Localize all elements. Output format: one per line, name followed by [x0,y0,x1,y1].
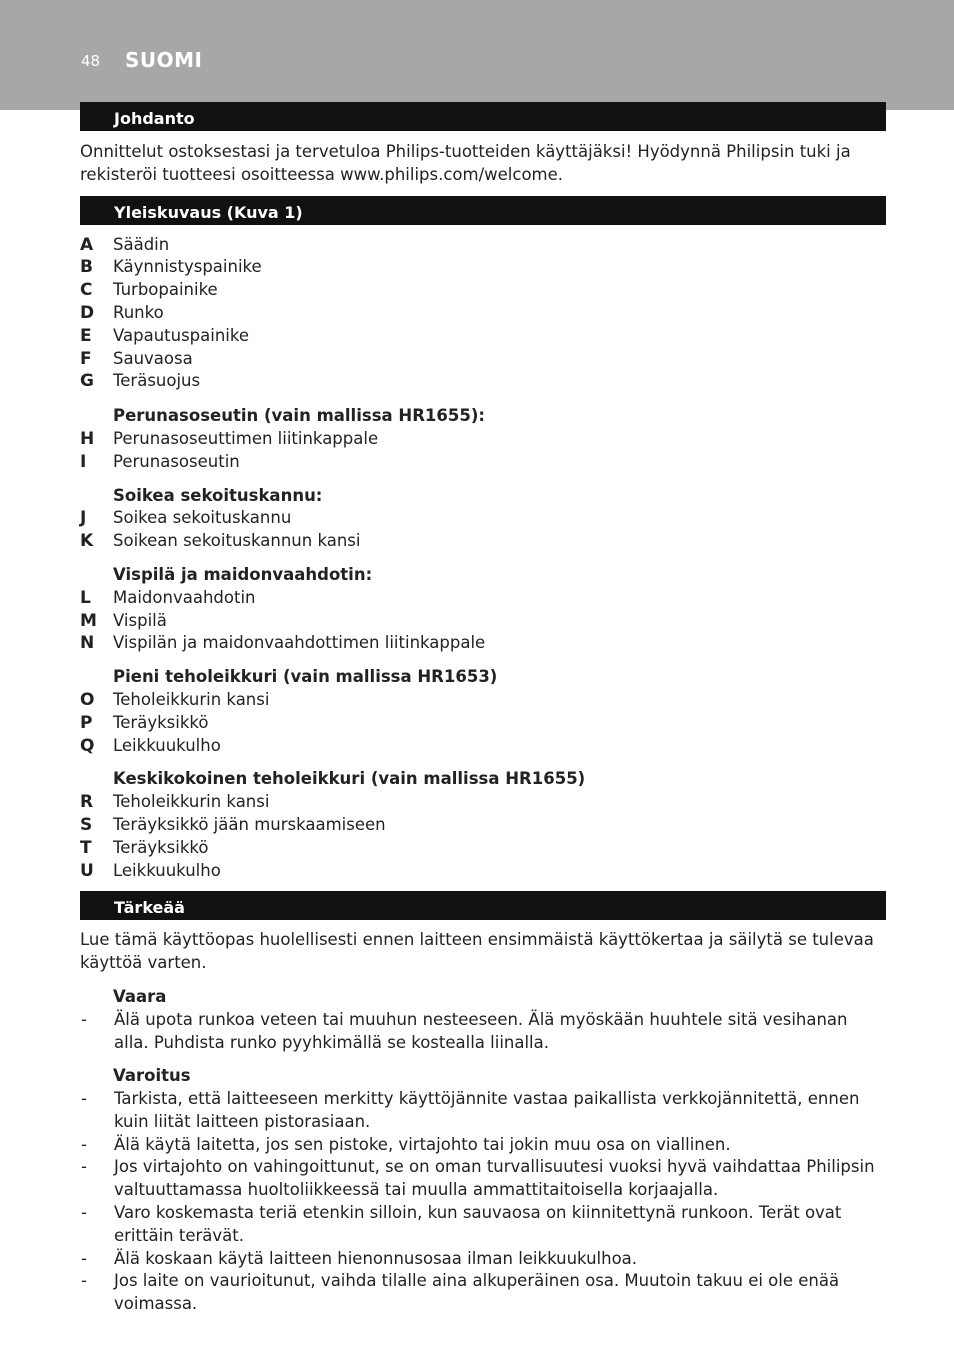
intro-text: Onnittelut ostoksestasi ja tervetuloa Philips-tuotteiden käyttäjäksi! Hyödynnä Philipsin tuki ja rekisteröi tuotteesi osoitteessa www.philips.com/welcome. [80,142,851,184]
item-letter: T [80,837,92,858]
item-text: Älä käytä laitetta, jos sen pistoke, virtajohto tai jokin muu osa on viallinen. [114,1134,731,1154]
group-title: Vispilä ja maidonvaahdotin: [113,564,373,584]
section-heading-intro: Johdanto [80,102,886,131]
list-item [80,587,886,610]
item-letter: H [80,428,95,449]
list-item [80,689,886,712]
bullet-dash: - [81,1248,87,1268]
item-letter: L [80,587,91,608]
bullet-dash: - [81,1203,87,1223]
item-text: Varo koskemasta teriä etenkin silloin, kun sauvaosa on kiinnitettynä runkoon. Terät ovat erittäin terävät. [114,1203,842,1245]
item-letter: E [80,325,92,346]
list-item [80,279,886,302]
list-item [80,632,886,655]
warning-item [80,1088,886,1134]
list-item [80,325,886,348]
group-title: Pieni teholeikkuri (vain mallissa HR1653) [113,667,498,687]
item-text: Älä koskaan käytä laitteen hienonnusosaa ilman leikkuukulhoa. [114,1248,638,1268]
item-letter: K [80,531,94,552]
list-item [80,428,886,451]
item-text: Turbopainike [113,280,218,300]
item-text: Säädin [113,234,170,254]
item-letter: U [80,860,94,881]
page-header [0,0,954,110]
item-text: Runko [113,302,164,322]
item-text: Älä upota runkoa veteen tai muuhun nesteeseen. Älä myöskään huuhtele sitä vesihanan alla. Puhdista runko pyyhkimällä se kostealla liinalla. [114,1009,848,1052]
item-text: Teräsuojus [113,371,201,391]
list-item [80,530,886,553]
list-item [80,860,886,883]
item-letter: D [80,302,95,323]
item-text: Maidonvaahdotin [113,587,256,607]
list-item [80,814,886,837]
warning-item [80,1202,886,1248]
item-letter: M [80,610,97,631]
item-text: Tarkista, että laitteeseen merkitty käyttöjännite vastaa paikallista verkkojännitettä, ennen kuin liität laitteen pistorasiaan. [114,1089,860,1131]
item-text: Teräyksikkö [113,712,209,732]
warning-item [80,1156,886,1202]
bullet-dash: - [81,1134,87,1154]
item-text: Vispilä [113,610,167,630]
bullet-dash: - [81,1157,87,1177]
item-text: Teholeikkurin kansi [113,792,270,812]
item-letter: F [80,348,92,369]
list-item [80,735,886,758]
danger-title: Vaara [113,986,167,1006]
item-letter: A [80,234,94,255]
item-letter: R [80,792,94,813]
item-text: Soikean sekoituskannun kansi [113,531,361,551]
important-text: Lue tämä käyttöopas huolellisesti ennen laitteen ensimmäistä käyttökertaa ja säilytä se tulevaa käyttöä varten. [80,930,874,973]
list-item [80,302,886,325]
group-title: Keskikokoinen teholeikkuri (vain mallissa HR1655) [113,769,586,789]
item-letter: N [80,633,95,654]
danger-item [80,1009,886,1055]
page-content [80,102,886,1316]
list-item [80,837,886,860]
warning-item [80,1248,886,1271]
bullet-dash: - [81,1089,87,1109]
item-letter: B [80,257,93,278]
list-item [80,348,886,371]
item-text: Perunasoseuttimen liitinkappale [113,428,379,448]
bullet-dash: - [81,1009,87,1029]
item-text: Jos virtajohto on vahingoittunut, se on oman turvallisuutesi vuoksi hyvä vaihdattaa Philipsin valtuuttamassa huoltoliikkeessä tai muulla ammattitaitoisella korjaajalla. [114,1157,875,1200]
item-text: Jos laite on vaurioitunut, vaihda tilalle aina alkuperäinen osa. Muutoin takuu ei ole enää voimassa. [114,1271,840,1314]
list-item [80,712,886,735]
language-title: SUOMI [125,48,203,72]
item-text: Vispilän ja maidonvaahdottimen liitinkappale [113,633,486,653]
warning-title: Varoitus [113,1066,191,1086]
item-letter: S [80,814,93,835]
list-item [80,791,886,814]
item-text: Leikkuukulho [113,860,221,880]
list-item [80,370,886,393]
item-text: Käynnistyspainike [113,257,262,277]
item-letter: Q [80,735,95,756]
section-heading-important: Tärkeää [80,891,886,920]
item-letter: C [80,280,93,301]
item-text: Soikea sekoituskannu [113,508,292,528]
list-item [80,234,886,257]
section-heading-overview: Yleiskuvaus (Kuva 1) [80,196,886,225]
item-text: Teholeikkurin kansi [113,689,270,709]
item-letter: O [80,689,95,710]
item-text: Perunasoseutin [113,451,240,471]
item-letter: P [80,712,93,733]
item-text: Teräyksikkö jään murskaamiseen [113,814,386,834]
item-text: Sauvaosa [113,348,193,368]
item-letter: J [80,508,87,529]
item-letter: G [80,371,94,392]
item-text: Teräyksikkö [113,837,209,857]
bullet-dash: - [81,1271,87,1291]
list-item [80,451,886,474]
item-text: Leikkuukulho [113,735,221,755]
page-number: 48 [81,52,101,70]
overview-main-list [80,234,886,394]
group-title: Soikea sekoituskannu: [113,485,323,505]
list-item [80,256,886,279]
group-title: Perunasoseutin (vain mallissa HR1655): [113,406,485,426]
list-item [80,507,886,530]
warning-item [80,1134,886,1157]
warning-item [80,1270,886,1316]
list-item [80,610,886,633]
item-text: Vapautuspainike [113,325,250,345]
item-letter: I [80,451,87,472]
